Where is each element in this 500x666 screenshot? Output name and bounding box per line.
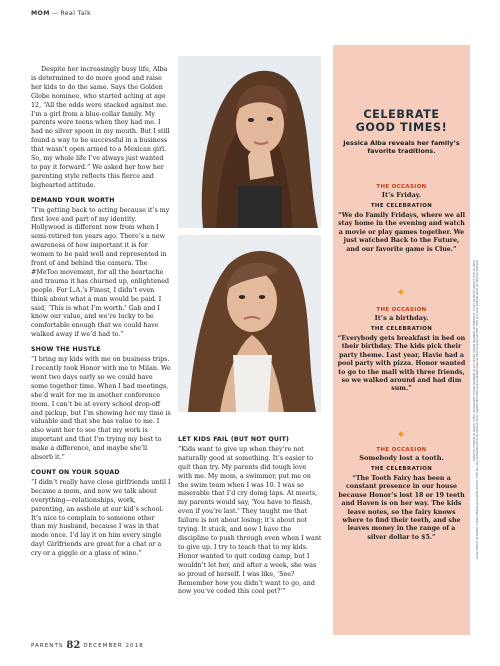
- occasion-value: Somebody lost a tooth.: [359, 454, 444, 462]
- celebration-quote: “Everybody gets breakfast in bed on their birthday. The kids pick their party theme. Last year, Havie had a pool party with pizza. Honor wanted to go to the mall with three friends, so we walked around and had dim sum.”: [337, 335, 466, 393]
- portrait-illustration-top: [178, 56, 321, 228]
- celebration-quote: “The Tooth Fairy has been a constant presence in our house because Honor’s lost 18 or 19 teeth and Haven is on her way. The kids leave notes, so the fairy knows where to find their teeth, and she leaves money in the range of a silver dollar to $5.”: [338, 475, 465, 541]
- section-heading-show-the-hustle: SHOW THE HUSTLE: [31, 346, 101, 354]
- left-column: [31, 66, 171, 559]
- portrait-photo-bottom: [178, 235, 321, 412]
- diamond-bullet-icon: [398, 431, 404, 437]
- section-heading-let-kids-fail: LET KIDS FAIL (BUT NOT QUIT): [178, 436, 290, 443]
- intro-paragraph: Despite her increasingly busy life, Alba is determined to do more good and raise her kids to do the same. Says the Golden Globe nominee, who started acting at age 12, “All the odds were stacked against me. I’m a girl from a blue-collar family. My parents were teens when they had me. I had no silver spoon in my mouth. But I still found a way to be successful in a business that wasn’t open armed to a Mexican girl. So, my whole life I’ve always just wanted to pay it forward.” We asked her how her parenting style reflects this fierce and bighearted attitude.: [31, 66, 170, 189]
- occasion-label: THE OCCASION: [376, 184, 427, 190]
- section-name: MOM: [31, 10, 50, 17]
- tradition-item: [337, 447, 466, 542]
- occasion-label: THE OCCASION: [376, 447, 427, 453]
- celebration-label: THE CELEBRATION: [370, 326, 433, 332]
- sidebar-subtitle: Jessica Alba reveals her family’s favorite traditions.: [343, 139, 460, 156]
- occasion-label: THE OCCASION: [376, 307, 427, 313]
- section-text-demand-your-worth: “I’m getting back to acting because it’s my first love and part of my identity. Hollywood is different now from when I semi-retired ten years ago. There’s a new awareness of how important it is for women to be paid well and represented in front of and behind the camera. The #MeToo movement, for all the heartache and trauma it has churned up, enlightened people. For L.A.’s Finest, I didn’t even think about what a man would be paid. I said, ‘This is what I’m worth.’ Gab and I know our value, and we’re lucky to be comfortable enough that we could have walked away if we’d had to.”: [31, 206, 170, 339]
- subsection-name: Real Talk: [60, 10, 92, 17]
- sidebar-title-line-1: CELEBRATE: [363, 108, 440, 121]
- diamond-bullet-icon: [398, 289, 404, 295]
- traditions-sidebar: [333, 45, 470, 635]
- tradition-item: [337, 307, 466, 394]
- photo-credits: FASHION STYLING BY JAMIE MIZRAHI FOR THE WALL GROUP. PROP STYLING BY BETH JENSEN FOR STOCKLAND MARTEL. HAIR STYLING BY DAVID NEWMAN FOR THE WALL GROUP. MAKEUP BY DEBRA STEELA. DRESS BY SHAINA MOTE. SHIRT BY RAG & BONE. JEANS BY LEVI’S. EARRINGS BY JENNIFER MEYER. NECKLACE BY JENNIFER MEYER. SWEATER BY VINCE. SHOES BY MANOLO BLAHNIK.: [471, 260, 478, 560]
- celebration-label: THE CELEBRATION: [370, 203, 433, 209]
- issue-date: DECEMBER 2018: [83, 643, 144, 649]
- portrait-illustration-bottom: [178, 235, 321, 412]
- section-text-show-the-hustle: “I bring my kids with me on business trips. I recently took Honor with me to Milan. We went two days early so we could have some together time. When I had meetings, she’d wait for me in another conference room. I can’t be at every school drop-off and pickup, but I’m showing her my time is valuable and that she has value to me. I also want her to see that my work is important and that I’m trying my best to make a difference, and maybe she’ll absorb it.”: [31, 356, 171, 462]
- celebration-quote: “We do Family Fridays, where we all stay home in the evening and watch a movie or play games together. We just watched Back to the Future, and our favorite game is Clue.”: [338, 212, 465, 253]
- occasion-value: It’s a birthday.: [374, 314, 429, 322]
- tradition-item: [337, 184, 466, 254]
- sidebar-title: [333, 108, 470, 134]
- section-text-count-on-your-squad: “I didn’t really have close girlfriends until I became a mom, and now we talk about everything—relationships, work, parenting, an asshole at our kid’s school. It’s nice to complain to someone other than my husband, because I was in that mode once. I’d lay it on him every single day! Girlfriends are great for a chat or a cry or a giggle or a glass of wine.”: [31, 478, 171, 558]
- page-footer: [31, 640, 144, 651]
- middle-column: [178, 436, 322, 597]
- occasion-value: It’s Friday.: [381, 191, 422, 199]
- celebration-label: THE CELEBRATION: [370, 466, 433, 472]
- sidebar-title-line-2: GOOD TIMES!: [355, 121, 448, 134]
- section-heading-demand-your-worth: DEMAND YOUR WORTH: [31, 196, 115, 204]
- section-heading-count-on-your-squad: COUNT ON YOUR SQUAD: [31, 468, 120, 476]
- section-text-let-kids-fail: “Kids want to give up when they’re not naturally good at something. It’s easier to quit than try. My parents did tough love with me. My mom, a swimmer, put me on the swim team when I was 10. I was so miserable that I’d cry doing laps. At meets, my parents would say, ‘You have to finish, even if you’re last.’ They taught me that failure is not about losing; it’s about not trying. It stuck, and now I have the discipline to push through even when I want to give up. I try to teach that to my kids. Honor wanted to quit coding camp, but I wouldn’t let her, and after a week, she was so proud of herself. I was like, ‘See? Remember how you didn’t want to go, and now you’ve coded this cool pet?’”: [178, 445, 322, 596]
- page-number: 82: [66, 640, 81, 651]
- magazine-name: PARENTS: [31, 643, 64, 649]
- section-header: [31, 10, 91, 17]
- header-dash: —: [51, 10, 59, 17]
- portrait-photo-top: [178, 56, 321, 228]
